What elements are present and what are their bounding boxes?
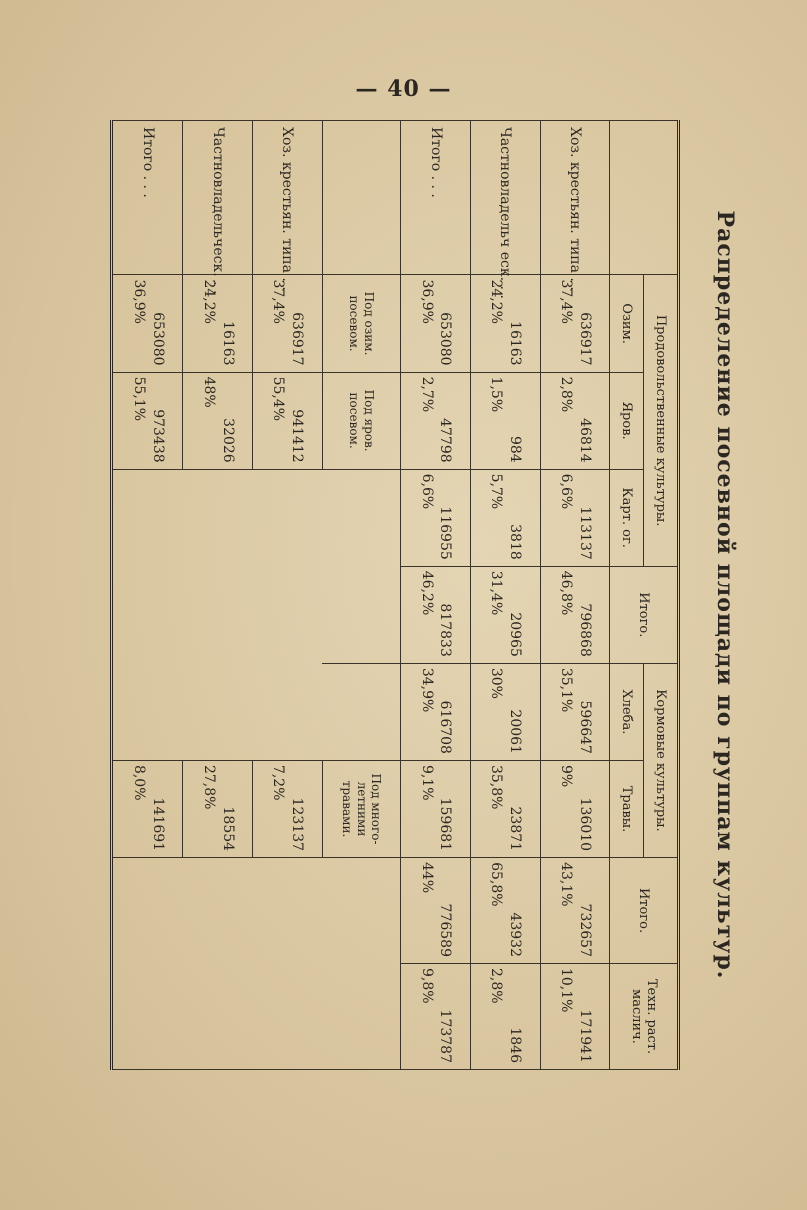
value-cell [183, 760, 253, 857]
percent-value: 7,2% [270, 764, 287, 801]
percent-value: 8,0% [130, 764, 147, 801]
absolute-value: 18554 [219, 806, 236, 852]
header-corner [610, 121, 679, 275]
rotated-table-frame [110, 120, 738, 1070]
absolute-value: 46814 [576, 418, 593, 463]
value-cell [253, 760, 323, 857]
absolute-value: 636917 [289, 312, 306, 366]
percent-value: 36,9% [130, 279, 147, 324]
subheader-gap [322, 469, 400, 663]
row-label: Итого . . . [112, 121, 183, 275]
absolute-value: 941412 [289, 409, 306, 463]
percent-value: 27,8% [200, 764, 217, 810]
blank-cell [253, 469, 323, 760]
subheader-gap3 [322, 858, 400, 1070]
row-label: Хоз. крестьян. типа . . [540, 121, 610, 275]
percent-value: 10,1% [557, 967, 574, 1013]
value-cell [540, 469, 610, 566]
percent-value: 35,8% [488, 764, 505, 810]
absolute-value: 159681 [437, 797, 454, 852]
absolute-value: 653080 [437, 312, 454, 366]
value-cell [540, 566, 610, 663]
absolute-value: 653080 [149, 312, 166, 366]
percent-value: 30% [488, 667, 505, 699]
absolute-value: 796868 [576, 603, 593, 657]
percent-value: 55,4% [270, 376, 287, 422]
subheader-gap2 [322, 663, 400, 760]
absolute-value: 32026 [219, 418, 236, 463]
absolute-value: 113137 [576, 506, 593, 560]
header-grass: Травы. [610, 760, 644, 857]
value-cell [540, 663, 610, 760]
percent-value: 24,2% [488, 279, 505, 324]
absolute-value: 1846 [507, 1027, 524, 1063]
absolute-value: 123137 [289, 797, 306, 852]
absolute-value: 984 [507, 435, 524, 463]
percent-value: 44% [418, 862, 435, 894]
percent-value: 34,9% [418, 667, 435, 713]
subheader-spring: Под яров. посевом. [322, 372, 400, 469]
subheader-row [322, 121, 400, 1070]
subheader-winter: Под озим. посевом. [322, 275, 400, 372]
value-cell [540, 963, 610, 1069]
absolute-value: 173787 [437, 1009, 454, 1063]
value-cell [401, 760, 471, 857]
percent-value: 48% [200, 376, 217, 408]
value-cell [253, 372, 323, 469]
subheader-perennial: Под много-летними травами. [322, 760, 400, 857]
table-row [401, 121, 471, 1070]
percent-value: 46,8% [557, 570, 574, 616]
header-food-group: Продовольственные культуры. [643, 275, 678, 566]
absolute-value: 141691 [149, 797, 166, 852]
percent-value: 46,2% [418, 570, 435, 616]
value-cell [540, 760, 610, 857]
value-cell [183, 372, 253, 469]
percent-value: 24,2% [200, 279, 217, 324]
row-label: Частновладельческ. . . [183, 121, 253, 275]
absolute-value: 616708 [437, 700, 454, 754]
percent-value: 35,1% [557, 667, 574, 713]
value-cell [401, 663, 471, 760]
blank-cell [183, 858, 253, 1070]
percent-value: 2,8% [488, 967, 505, 1004]
header-grain: Хлеба. [610, 663, 644, 760]
blank-cell [112, 858, 183, 1070]
crop-area-table [110, 120, 680, 1070]
value-cell [112, 372, 183, 469]
value-cell [470, 963, 540, 1069]
absolute-value: 16163 [507, 321, 524, 366]
percent-value: 9% [557, 764, 574, 788]
value-cell [470, 858, 540, 964]
table-row [112, 121, 183, 1070]
value-cell [470, 469, 540, 566]
percent-value: 5,7% [488, 473, 505, 510]
percent-value: 37,4% [270, 279, 287, 324]
table-title: Распределение посевной площади по группам культур. [712, 210, 738, 980]
absolute-value: 732657 [576, 903, 593, 957]
table-row [470, 121, 540, 1070]
value-cell [401, 372, 471, 469]
absolute-value: 3818 [507, 524, 524, 560]
blank-cell [253, 858, 323, 1070]
absolute-value: 636917 [576, 312, 593, 366]
table-row [183, 121, 253, 1070]
header-fodder-total: Итого. [610, 858, 679, 964]
header-potato: Карт. ог. [610, 469, 644, 566]
absolute-value: 973438 [149, 409, 166, 463]
value-cell [470, 663, 540, 760]
percent-value: 6,6% [418, 473, 435, 510]
value-cell [112, 760, 183, 857]
percent-value: 31,4% [488, 570, 505, 616]
header-tech: Техн. раст. маслич. [610, 963, 679, 1069]
absolute-value: 171941 [576, 1009, 593, 1063]
absolute-value: 20965 [507, 612, 524, 657]
value-cell [470, 566, 540, 663]
percent-value: 2,7% [418, 376, 435, 413]
percent-value: 36,9% [418, 279, 435, 324]
value-cell [401, 566, 471, 663]
absolute-value: 23871 [507, 806, 524, 852]
blank-cell [183, 469, 253, 760]
header-winter: Озим. [610, 275, 644, 372]
value-cell [401, 275, 471, 372]
header-fodder-group: Кормовые культуры. [643, 663, 678, 857]
absolute-value: 817833 [437, 603, 454, 657]
absolute-value: 776589 [437, 903, 454, 957]
percent-value: 43,1% [557, 862, 574, 907]
absolute-value: 47798 [437, 418, 454, 463]
percent-value: 1,5% [488, 376, 505, 413]
absolute-value: 596647 [576, 700, 593, 754]
row-label: Частновладельч еск. . . [470, 121, 540, 275]
value-cell [112, 275, 183, 372]
subheader-blank [322, 121, 400, 275]
absolute-value: 116955 [437, 506, 454, 560]
value-cell [470, 760, 540, 857]
value-cell [540, 372, 610, 469]
percent-value: 2,8% [557, 376, 574, 413]
value-cell [540, 858, 610, 964]
page-number: — 40 — [355, 76, 452, 102]
header-row-groups [643, 121, 678, 1070]
header-food-total: Итого. [610, 566, 679, 663]
value-cell [401, 469, 471, 566]
percent-value: 65,8% [488, 862, 505, 907]
row-label: Хоз. крестьян. типа . . [253, 121, 323, 275]
percent-value: 9,8% [418, 967, 435, 1004]
absolute-value: 16163 [219, 321, 236, 366]
percent-value: 55,1% [130, 376, 147, 422]
percent-value: 37,4% [557, 279, 574, 324]
absolute-value: 20061 [507, 709, 524, 754]
row-label: Итого . . . [401, 121, 471, 275]
header-spring: Яров. [610, 372, 644, 469]
absolute-value: 43932 [507, 912, 524, 957]
percent-value: 9,1% [418, 764, 435, 801]
table-row [253, 121, 323, 1070]
absolute-value: 136010 [576, 797, 593, 852]
value-cell [470, 372, 540, 469]
percent-value: 6,6% [557, 473, 574, 510]
table-row [540, 121, 610, 1070]
value-cell [401, 858, 471, 964]
blank-cell [112, 469, 183, 760]
value-cell [401, 963, 471, 1069]
